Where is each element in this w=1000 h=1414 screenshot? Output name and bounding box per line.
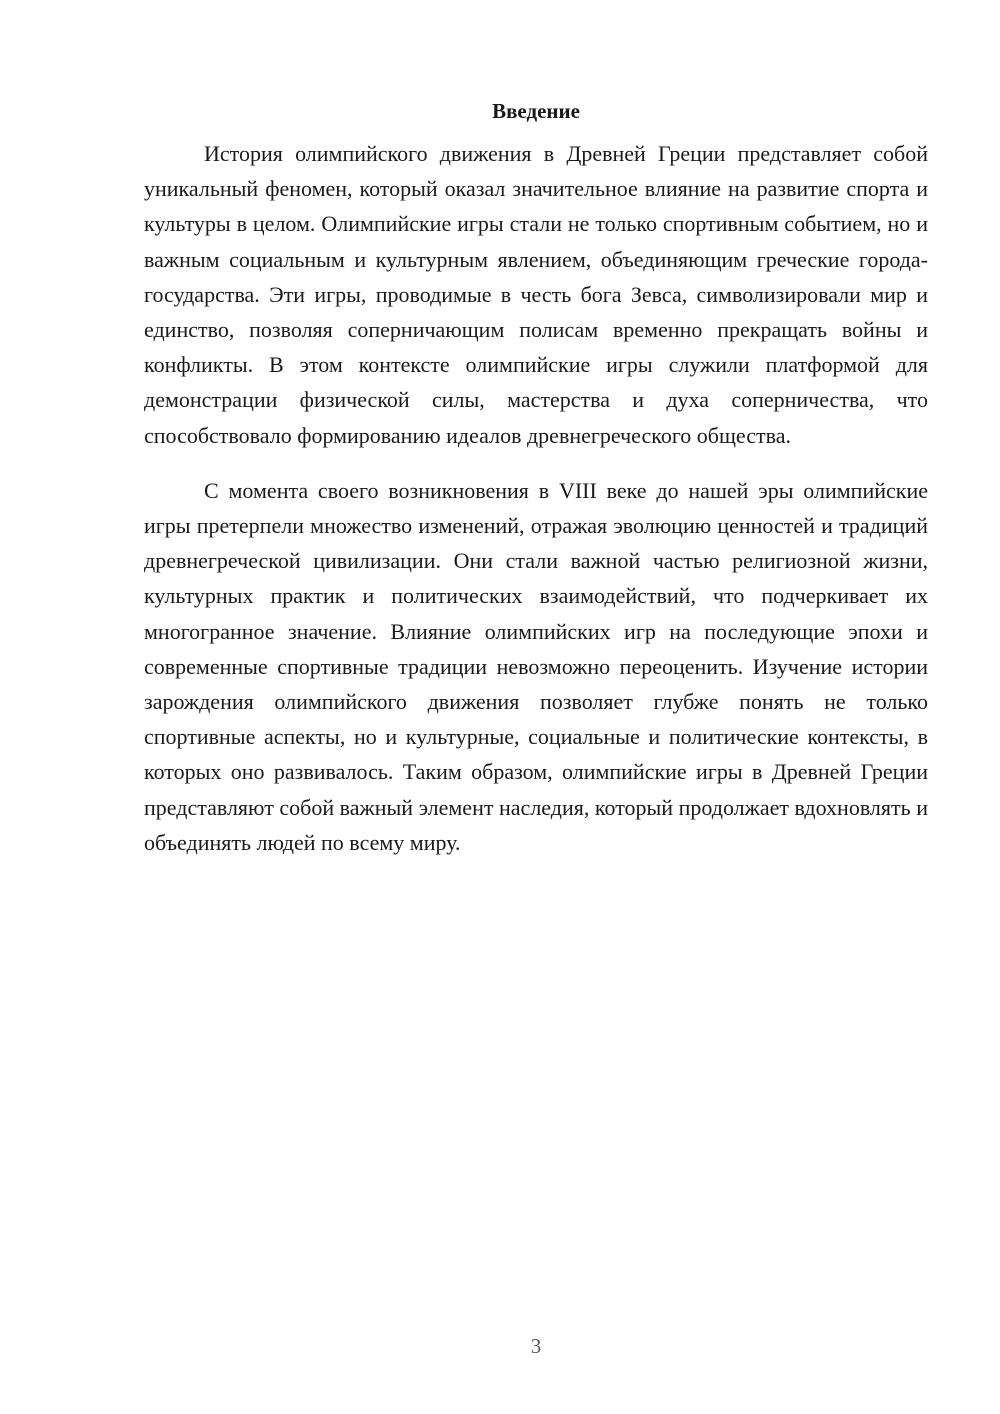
page-number: 3 (530, 1334, 542, 1358)
page-content (144, 96, 928, 860)
paragraph-1: История олимпийского движения в Древней Греции представляет собой уникальный феномен, который оказал значительное влияние на развитие спорта и культуры в целом. Олимпийские игры стали не только спортивным событием, но и важным социальным и культурным явлением, объединяющим греческие города-государства. Эти игры, проводимые в честь бога Зевса, символизировали мир и единство, позволяя соперничающим полисам временно прекращать войны и конфликты. В этом контексте олимпийские игры служили платформой для демонстрации физической силы, мастерства и духа соперничества, что способствовало формированию идеалов древнегреческого общества. (144, 141, 928, 448)
paragraph-2: С момента своего возникновения в VIII веке до нашей эры олимпийские игры претерпели множество изменений, отражая эволюцию ценностей и традиций древнегреческой цивилизации. Они стали важной частью религиозной жизни, культурных практик и политических взаимодействий, что подчеркивает их многогранное значение. Влияние олимпийских игр на последующие эпохи и современные спортивные традиции невозможно переоценить. Изучение истории зарождения олимпийского движения позволяет глубже понять не только спортивные аспекты, но и культурные, социальные и политические контексты, в которых оно развивалось. Таким образом, олимпийские игры в Древней Греции представляют собой важный элемент наследия, который продолжает вдохновлять и объединять людей по всему миру. (144, 477, 928, 855)
section-title: Введение (492, 99, 580, 123)
